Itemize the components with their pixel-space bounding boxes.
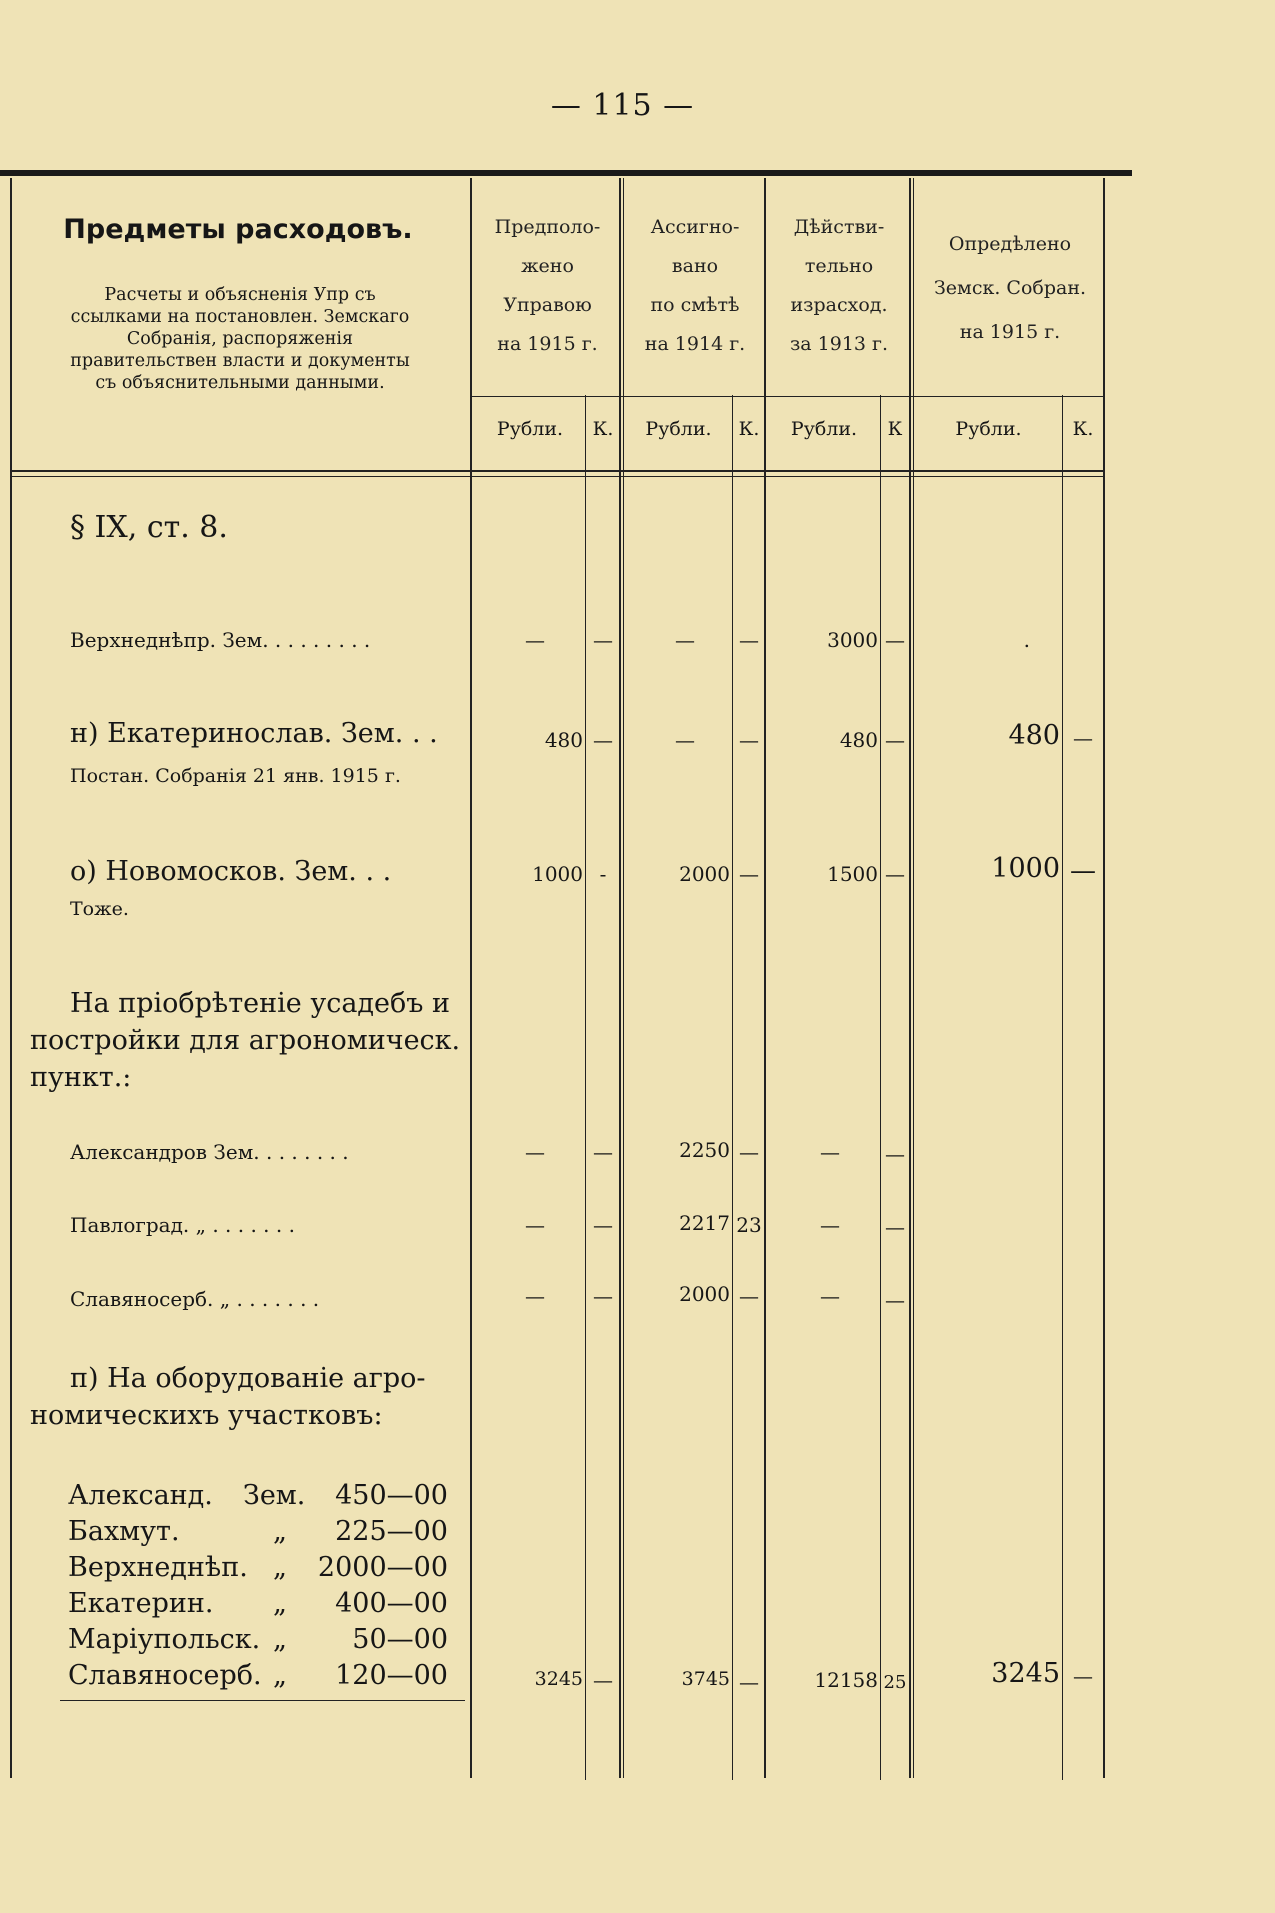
cell-kopecks: — bbox=[739, 1284, 759, 1308]
cell-kopecks: — bbox=[593, 628, 613, 652]
cell-kopecks: — bbox=[885, 1215, 905, 1239]
cell-rubles: — bbox=[820, 1140, 840, 1164]
column-divider bbox=[880, 395, 881, 1780]
total-rubles: 3745 bbox=[681, 1668, 730, 1690]
cell-kopecks: — bbox=[593, 1213, 613, 1237]
table-left-border bbox=[10, 178, 12, 1778]
column-divider bbox=[732, 395, 733, 1780]
total-rubles: 3245 bbox=[991, 1658, 1060, 1689]
total-kopecks: — bbox=[593, 1668, 613, 1692]
cell-kopecks: — bbox=[885, 1288, 905, 1312]
list-item: Екатерин. „ 400—00 bbox=[68, 1588, 448, 1619]
row-note: Постан. Собранія 21 янв. 1915 г. bbox=[70, 765, 401, 787]
row-label: Верхнеднѣпр. Зем. . . . . . . . . bbox=[70, 628, 371, 652]
cell-kopecks: — bbox=[739, 628, 759, 652]
cell-rubles: 1000 bbox=[532, 862, 583, 886]
cell-rubles: 480 bbox=[839, 728, 878, 752]
column-divider bbox=[1062, 395, 1063, 1780]
table-right-border bbox=[1103, 178, 1105, 1778]
total-underline bbox=[60, 1700, 465, 1701]
column-header-explanation: Расчеты и объясненія Упр съ ссылками на постановлен. Земскаго Собранія, распоряженія правительствен власти и документы съ объяснительными данными. bbox=[70, 285, 410, 393]
cell-kopecks: — bbox=[593, 1140, 613, 1164]
section-heading: § IX, ст. 8. bbox=[70, 510, 228, 545]
unit-kopecks: К bbox=[887, 418, 903, 440]
cell-kopecks: — bbox=[593, 728, 613, 752]
cell-rubles: — bbox=[525, 1213, 545, 1237]
column-header-proposed: Предполо- жено Управою на 1915 г. bbox=[494, 216, 601, 355]
total-kopecks: 25 bbox=[883, 1672, 907, 1693]
list-item: Бахмут. „ 225—00 bbox=[68, 1516, 448, 1547]
cell-kopecks: — bbox=[885, 728, 905, 752]
cell-kopecks: — bbox=[885, 862, 905, 886]
cell-kopecks: — bbox=[739, 862, 759, 886]
cell-rubles: 2217 bbox=[679, 1211, 730, 1235]
unit-kopecks: К. bbox=[738, 418, 760, 440]
cell-kopecks: — bbox=[739, 728, 759, 752]
unit-rubles: Рубли. bbox=[955, 418, 1022, 440]
unit-kopecks: К. bbox=[592, 418, 614, 440]
page-number: — 115 — bbox=[550, 88, 695, 123]
cell-rubles: — bbox=[675, 728, 695, 752]
cell-rubles: 480 bbox=[1008, 720, 1060, 751]
cell-kopecks: — bbox=[739, 1140, 759, 1164]
group-heading: На пріобрѣтеніе усадебъ и bbox=[70, 988, 451, 1019]
cell-kopecks: — bbox=[885, 1142, 905, 1166]
column-divider bbox=[913, 178, 914, 1778]
total-rubles: 3245 bbox=[534, 1668, 583, 1690]
cell-kopecks: — bbox=[1070, 856, 1096, 886]
column-header-assigned: Ассигно- вано по смѣтѣ на 1914 г. bbox=[644, 216, 746, 355]
list-item: Славяносерб. „ 120—00 bbox=[68, 1660, 448, 1691]
unit-row-rule bbox=[470, 396, 1105, 397]
unit-rubles: Рубли. bbox=[496, 418, 564, 440]
cell-kopecks: - bbox=[599, 862, 607, 886]
cell-rubles: 2000 bbox=[679, 862, 730, 886]
list-item: Маріупольск. „ 50—00 bbox=[68, 1624, 448, 1655]
column-header-determined: Опредѣлено Земск. Собран. на 1915 г. bbox=[933, 233, 1087, 343]
cell-rubles: . bbox=[1023, 628, 1030, 652]
cell-rubles: — bbox=[525, 1140, 545, 1164]
group-heading: п) На оборудованіе агро- bbox=[70, 1363, 426, 1394]
group-heading: номическихъ участковъ: bbox=[30, 1400, 383, 1431]
cell-rubles: — bbox=[525, 628, 545, 652]
row-label: н) Екатеринослав. Зем. . . bbox=[70, 718, 438, 749]
cell-rubles: — bbox=[675, 628, 695, 652]
total-kopecks: — bbox=[1073, 1664, 1093, 1688]
row-label: Павлоград. „ . . . . . . . bbox=[70, 1213, 295, 1237]
cell-rubles: 2250 bbox=[679, 1138, 730, 1162]
cell-rubles: — bbox=[525, 1284, 545, 1308]
cell-rubles: 3000 bbox=[827, 628, 878, 652]
cell-rubles: 1500 bbox=[827, 862, 878, 886]
column-header-spent: Дѣйстви- тельно израсход. за 1913 г. bbox=[789, 216, 889, 355]
row-label: Славяносерб. „ . . . . . . . bbox=[70, 1287, 320, 1311]
unit-kopecks: К. bbox=[1072, 418, 1094, 440]
cell-rubles: — bbox=[820, 1213, 840, 1237]
cell-kopecks: — bbox=[593, 1284, 613, 1308]
cell-rubles: 480 bbox=[544, 728, 583, 752]
row-label: о) Новомосков. Зем. . . bbox=[70, 856, 392, 887]
itemized-list bbox=[68, 1478, 468, 1694]
list-item: Верхнеднѣп. „ 2000—00 bbox=[68, 1552, 448, 1583]
cell-rubles: 1000 bbox=[991, 853, 1060, 884]
column-header-items: Предметы расходовъ. bbox=[63, 214, 413, 245]
cell-rubles: 2000 bbox=[679, 1282, 730, 1306]
column-divider bbox=[909, 178, 911, 1778]
cell-kopecks: — bbox=[885, 628, 905, 652]
column-divider bbox=[623, 178, 624, 1778]
cell-kopecks: 23 bbox=[736, 1213, 762, 1237]
cell-rubles: — bbox=[820, 1284, 840, 1308]
group-heading: постройки для агрономическ. пункт.: bbox=[30, 1025, 461, 1093]
total-kopecks: — bbox=[739, 1670, 759, 1694]
header-bottom-rule bbox=[10, 470, 1105, 472]
column-divider bbox=[585, 395, 586, 1780]
cell-kopecks: — bbox=[1073, 726, 1093, 750]
header-bottom-rule bbox=[10, 476, 1105, 477]
column-divider bbox=[470, 178, 472, 1778]
unit-rubles: Рубли. bbox=[790, 418, 858, 440]
unit-rubles: Рубли. bbox=[645, 418, 712, 440]
row-note: Тоже. bbox=[70, 898, 129, 920]
row-label: Александров Зем. . . . . . . . bbox=[70, 1140, 349, 1164]
total-rubles: 12158 bbox=[814, 1668, 878, 1692]
top-rule bbox=[0, 170, 1132, 176]
list-item: Александ. Зем. 450—00 bbox=[68, 1480, 448, 1511]
